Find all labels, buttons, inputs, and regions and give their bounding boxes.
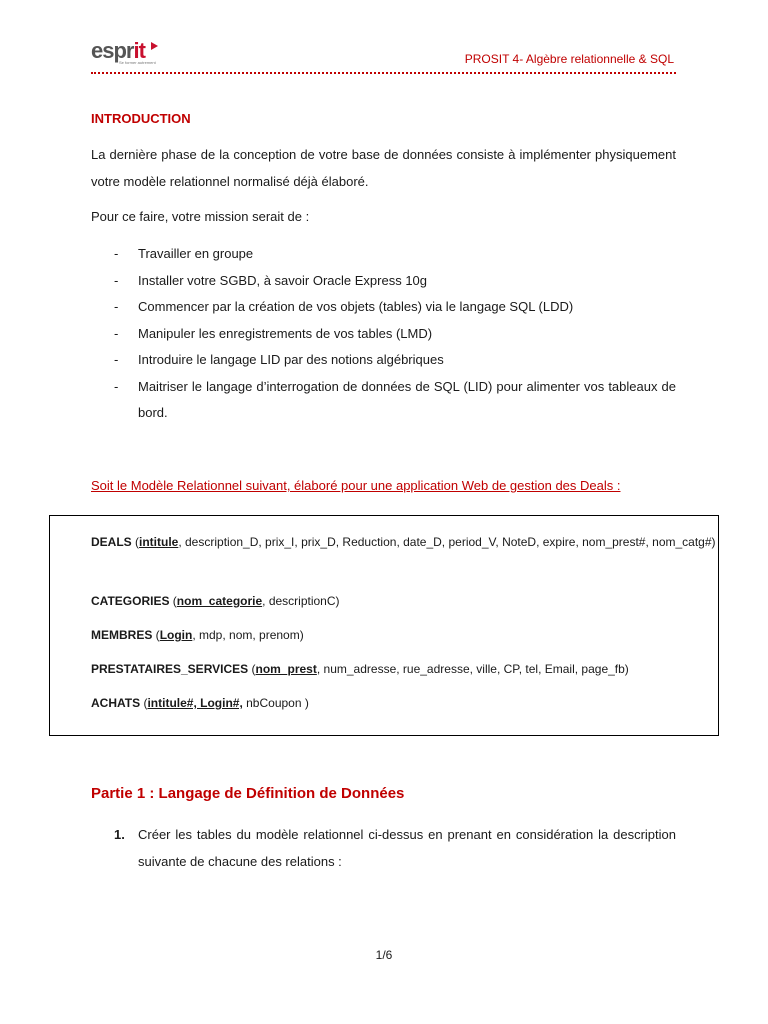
primary-key: nom_categorie (176, 594, 263, 608)
part1-heading: Partie 1 : Langage de Définition de Données (91, 785, 405, 802)
question-text: Créer les tables du modèle relationnel ci-dessus en prenant en considération la description suivante de chacune des relations : (138, 827, 676, 869)
relational-model-box (49, 515, 719, 736)
relation-membres (91, 623, 723, 647)
relation-paren: ( (248, 662, 256, 676)
list-item-text: Manipuler les enregistrements de vos tables (LMD) (138, 325, 433, 341)
relation-paren: ( (140, 696, 148, 710)
relation-paren: ( (131, 535, 140, 549)
primary-key: intitule (139, 535, 179, 549)
list-item (91, 294, 676, 321)
list-item (91, 347, 676, 374)
list-item-text: Introduire le langage LID par des notions algébriques (138, 352, 444, 367)
relation-deals (91, 530, 723, 554)
question-1 (91, 821, 676, 875)
logo-tagline: Se former autrement (119, 60, 156, 65)
list-item-text: Travailler en groupe (138, 246, 254, 261)
primary-key: Login (159, 628, 193, 642)
relation-achats (91, 691, 723, 715)
bullet-dash: - (114, 246, 119, 261)
list-item (91, 241, 676, 268)
relation-paren: ( (152, 628, 160, 642)
header-title: PROSIT 4- Algèbre relationnelle & SQL (464, 52, 674, 66)
primary-key: nom_prest (255, 662, 317, 676)
relation-paren: ( (169, 594, 177, 608)
relation-categories (91, 589, 723, 613)
list-item (91, 321, 676, 348)
list-item-text: Commencer par la création de vos objets (tables) via le langage SQL (LDD) (138, 299, 574, 314)
list-item-text: Installer votre SGBD, à savoir Oracle Express 10g (138, 272, 428, 288)
bullet-dash: - (114, 378, 119, 394)
introduction-paragraph-2: Pour ce faire, votre mission serait de : (91, 209, 310, 224)
bullet-dash: - (114, 352, 119, 367)
relation-name: DEALS (91, 535, 132, 549)
logo-flag-icon (151, 42, 158, 50)
introduction-heading: INTRODUCTION (91, 111, 191, 126)
relation-name: CATEGORIES (91, 594, 170, 608)
model-intro-text: Soit le Modèle Relationnel suivant, élaboré pour une application Web de gestion des Deals : (91, 478, 621, 493)
primary-key: intitule#, Login#, (147, 696, 243, 710)
relation-attributes: nbCoupon ) (242, 696, 309, 710)
introduction-paragraph-1: La dernière phase de la conception de votre base de données consiste à implémenter physiquement votre modèle relationnel normalisé déjà élaboré. (91, 147, 676, 189)
question-number: 1. (114, 827, 125, 842)
relation-attributes: , num_adresse, rue_adresse, ville, CP, tel, Email, page_fb) (316, 662, 629, 676)
list-item-text: Maitriser le langage d’interrogation de données de SQL (LID) pour alimenter vos tableaux de bord. (138, 378, 676, 420)
relation-attributes: , description_D, prix_I, prix_D, Reduction, date_D, period_V, NoteD, expire, nom_prest#, nom_catg#) (178, 535, 716, 549)
header-divider (91, 72, 676, 74)
page-number: 1/6 (375, 948, 393, 962)
relation-attributes: , mdp, nom, prenom) (192, 628, 304, 642)
logo-wordmark: esprit (91, 38, 145, 63)
mission-list (91, 241, 676, 427)
list-item (91, 268, 676, 295)
relation-prestataires-services (91, 657, 723, 681)
relation-attributes: , descriptionC) (262, 594, 340, 608)
relation-name: ACHATS (91, 696, 141, 710)
bullet-dash: - (114, 272, 119, 288)
bullet-dash: - (114, 299, 119, 314)
relation-name: MEMBRES (91, 628, 153, 642)
bullet-dash: - (114, 325, 119, 341)
relation-name: PRESTATAIRES_SERVICES (91, 662, 249, 676)
list-item (91, 374, 676, 427)
